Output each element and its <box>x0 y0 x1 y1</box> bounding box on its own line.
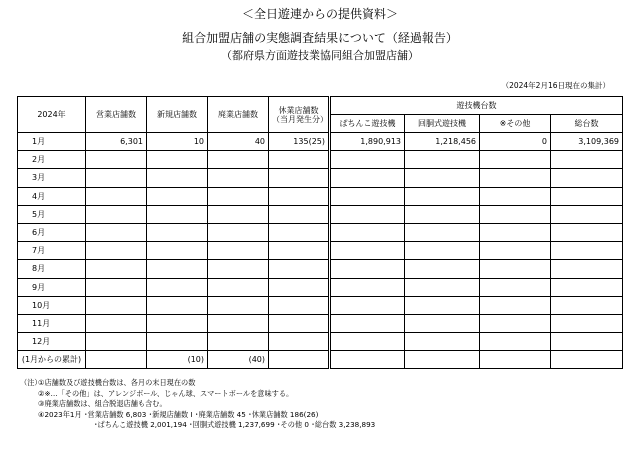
cell-other <box>480 169 551 187</box>
cell-month: 7月 <box>18 242 86 260</box>
note-text: ③廃業店舗数は、組合脱退店舗も含む。 <box>38 399 167 409</box>
cell-pachinko <box>330 314 405 332</box>
cell-closed <box>208 151 269 169</box>
cell-new <box>147 314 208 332</box>
document-subsubtitle: （都府県方面遊技業協同組合加盟店舗） <box>221 49 419 62</box>
cell-new <box>147 169 208 187</box>
cell-slot <box>405 314 480 332</box>
cell-closed <box>208 169 269 187</box>
cell-new <box>147 223 208 241</box>
cell-slot <box>405 151 480 169</box>
cell-operating <box>86 242 147 260</box>
cell-total <box>551 169 623 187</box>
cell-suspended <box>269 151 330 169</box>
header-pachinko: ぱちんこ遊技機 <box>330 115 405 133</box>
cell-slot <box>405 296 480 314</box>
cell-new <box>147 242 208 260</box>
cell-pachinko <box>330 278 405 296</box>
as-of-date: （2024年2月16日現在の集計） <box>501 81 610 90</box>
cell-closed <box>208 242 269 260</box>
header-year: 2024年 <box>18 97 86 133</box>
cell-suspended <box>269 205 330 223</box>
note-text: ②※…「その他」は、アレンジボール、じゃん球、スマートボールを意味する。 <box>38 388 294 398</box>
cumulative-row <box>18 351 623 369</box>
cumulative-new: (10) <box>147 351 208 369</box>
cell-slot <box>405 205 480 223</box>
cumulative-operating <box>86 351 147 369</box>
cell-pachinko <box>330 260 405 278</box>
cell-total <box>551 260 623 278</box>
cell-operating <box>86 260 147 278</box>
cumulative-label: (1月からの累計) <box>18 351 86 369</box>
cell-operating <box>86 205 147 223</box>
cell-closed <box>208 205 269 223</box>
header-slot: 回胴式遊技機 <box>405 115 480 133</box>
table-row <box>18 296 623 314</box>
cell-operating <box>86 333 147 351</box>
cell-month: 2月 <box>18 151 86 169</box>
cell-pachinko <box>330 151 405 169</box>
cell-total <box>551 278 623 296</box>
cell-month: 6月 <box>18 223 86 241</box>
note-line <box>20 378 375 389</box>
header-suspended-label: 休業店舗数 <box>278 105 319 115</box>
cumulative-pachinko <box>330 351 405 369</box>
cell-month: 3月 <box>18 169 86 187</box>
cell-other <box>480 260 551 278</box>
cell-new <box>147 333 208 351</box>
cell-new <box>147 296 208 314</box>
cell-other <box>480 333 551 351</box>
cell-new <box>147 187 208 205</box>
cell-closed <box>208 278 269 296</box>
table-row <box>18 223 623 241</box>
note-line <box>20 399 375 410</box>
cell-operating: 6,301 <box>86 133 147 151</box>
cumulative-suspended <box>269 351 330 369</box>
table-row <box>18 187 623 205</box>
header-total: 総台数 <box>551 115 623 133</box>
cell-pachinko <box>330 223 405 241</box>
cell-pachinko <box>330 205 405 223</box>
cell-pachinko <box>330 187 405 205</box>
cell-total <box>551 314 623 332</box>
cell-suspended <box>269 314 330 332</box>
cell-suspended <box>269 169 330 187</box>
cell-slot <box>405 242 480 260</box>
note-text: ①店舗数及び遊技機台数は、各月の末日現在の数 <box>38 378 196 387</box>
cell-other <box>480 187 551 205</box>
cell-month: 10月 <box>18 296 86 314</box>
cell-pachinko: 1,890,913 <box>330 133 405 151</box>
cell-month: 5月 <box>18 205 86 223</box>
cell-operating <box>86 296 147 314</box>
table-row <box>18 133 623 151</box>
cell-pachinko <box>330 242 405 260</box>
cell-closed <box>208 314 269 332</box>
cell-month: 8月 <box>18 260 86 278</box>
cell-other <box>480 314 551 332</box>
note-line <box>20 389 375 400</box>
table-row <box>18 333 623 351</box>
survey-table <box>17 96 623 369</box>
note-line <box>20 420 375 431</box>
table-row <box>18 314 623 332</box>
cell-other <box>480 242 551 260</box>
cell-closed <box>208 187 269 205</box>
cell-other: 0 <box>480 133 551 151</box>
cell-total <box>551 205 623 223</box>
cell-total <box>551 333 623 351</box>
table-row <box>18 205 623 223</box>
header-machines-group: 遊技機台数 <box>330 97 623 115</box>
header-suspended-sub: （当月発生分） <box>272 114 328 124</box>
cell-slot <box>405 223 480 241</box>
cell-operating <box>86 278 147 296</box>
cell-slot <box>405 260 480 278</box>
header-suspended <box>269 97 330 133</box>
cell-month: 12月 <box>18 333 86 351</box>
cell-closed <box>208 223 269 241</box>
cell-slot <box>405 187 480 205</box>
header-operating: 営業店舗数 <box>86 97 147 133</box>
cell-other <box>480 223 551 241</box>
cell-operating <box>86 187 147 205</box>
cell-month: 9月 <box>18 278 86 296</box>
cell-suspended <box>269 260 330 278</box>
cell-new <box>147 260 208 278</box>
cell-slot: 1,218,456 <box>405 133 480 151</box>
cell-new <box>147 278 208 296</box>
table-row <box>18 151 623 169</box>
header-closed: 廃業店舗数 <box>208 97 269 133</box>
notes <box>20 378 375 431</box>
cell-suspended <box>269 187 330 205</box>
table-row <box>18 278 623 296</box>
cell-month: 1月 <box>18 133 86 151</box>
cumulative-slot <box>405 351 480 369</box>
cell-total <box>551 151 623 169</box>
cell-total <box>551 187 623 205</box>
table-row <box>18 169 623 187</box>
note-text: ･ぱちんこ遊技機 2,001,194 ･回胴式遊技機 1,237,699 ･その他 0 ･総台数 3,238,893 <box>94 420 376 430</box>
note-line <box>20 410 375 421</box>
cell-pachinko <box>330 169 405 187</box>
table-row <box>18 242 623 260</box>
cell-new <box>147 151 208 169</box>
cell-other <box>480 296 551 314</box>
cell-total: 3,109,369 <box>551 133 623 151</box>
note-text: ④2023年1月 ･営業店舗数 6,803 ･新規店舗数 Ⅰ ･廃業店舗数 45 ･休業店舗数 186(26) <box>38 409 319 419</box>
cell-total <box>551 242 623 260</box>
cell-operating <box>86 169 147 187</box>
cell-suspended: 135(25) <box>269 133 330 151</box>
cell-other <box>480 151 551 169</box>
cell-closed <box>208 296 269 314</box>
header-row-1 <box>18 97 623 115</box>
cell-operating <box>86 223 147 241</box>
cell-suspended <box>269 223 330 241</box>
cell-slot <box>405 169 480 187</box>
cell-operating <box>86 151 147 169</box>
cell-pachinko <box>330 296 405 314</box>
cell-suspended <box>269 296 330 314</box>
cell-total <box>551 296 623 314</box>
cell-new: 10 <box>147 133 208 151</box>
cumulative-other <box>480 351 551 369</box>
cell-slot <box>405 278 480 296</box>
cell-month: 4月 <box>18 187 86 205</box>
cell-suspended <box>269 278 330 296</box>
cell-new <box>147 205 208 223</box>
cell-suspended <box>269 242 330 260</box>
cell-slot <box>405 333 480 351</box>
document-subtitle: 組合加盟店舗の実態調査結果について（経過報告） <box>182 31 458 45</box>
cell-month: 11月 <box>18 314 86 332</box>
header-other: ※その他 <box>480 115 551 133</box>
cell-closed: 40 <box>208 133 269 151</box>
cell-closed <box>208 260 269 278</box>
cell-suspended <box>269 333 330 351</box>
cell-total <box>551 223 623 241</box>
document-title: ＜全日遊連からの提供資料＞ <box>241 7 398 21</box>
cumulative-total <box>551 351 623 369</box>
table-row <box>18 260 623 278</box>
cell-other <box>480 278 551 296</box>
cell-operating <box>86 314 147 332</box>
cumulative-closed: (40) <box>208 351 269 369</box>
notes-label: （注） <box>20 378 42 387</box>
header-new: 新規店舗数 <box>147 97 208 133</box>
cell-pachinko <box>330 333 405 351</box>
cell-closed <box>208 333 269 351</box>
cell-other <box>480 205 551 223</box>
